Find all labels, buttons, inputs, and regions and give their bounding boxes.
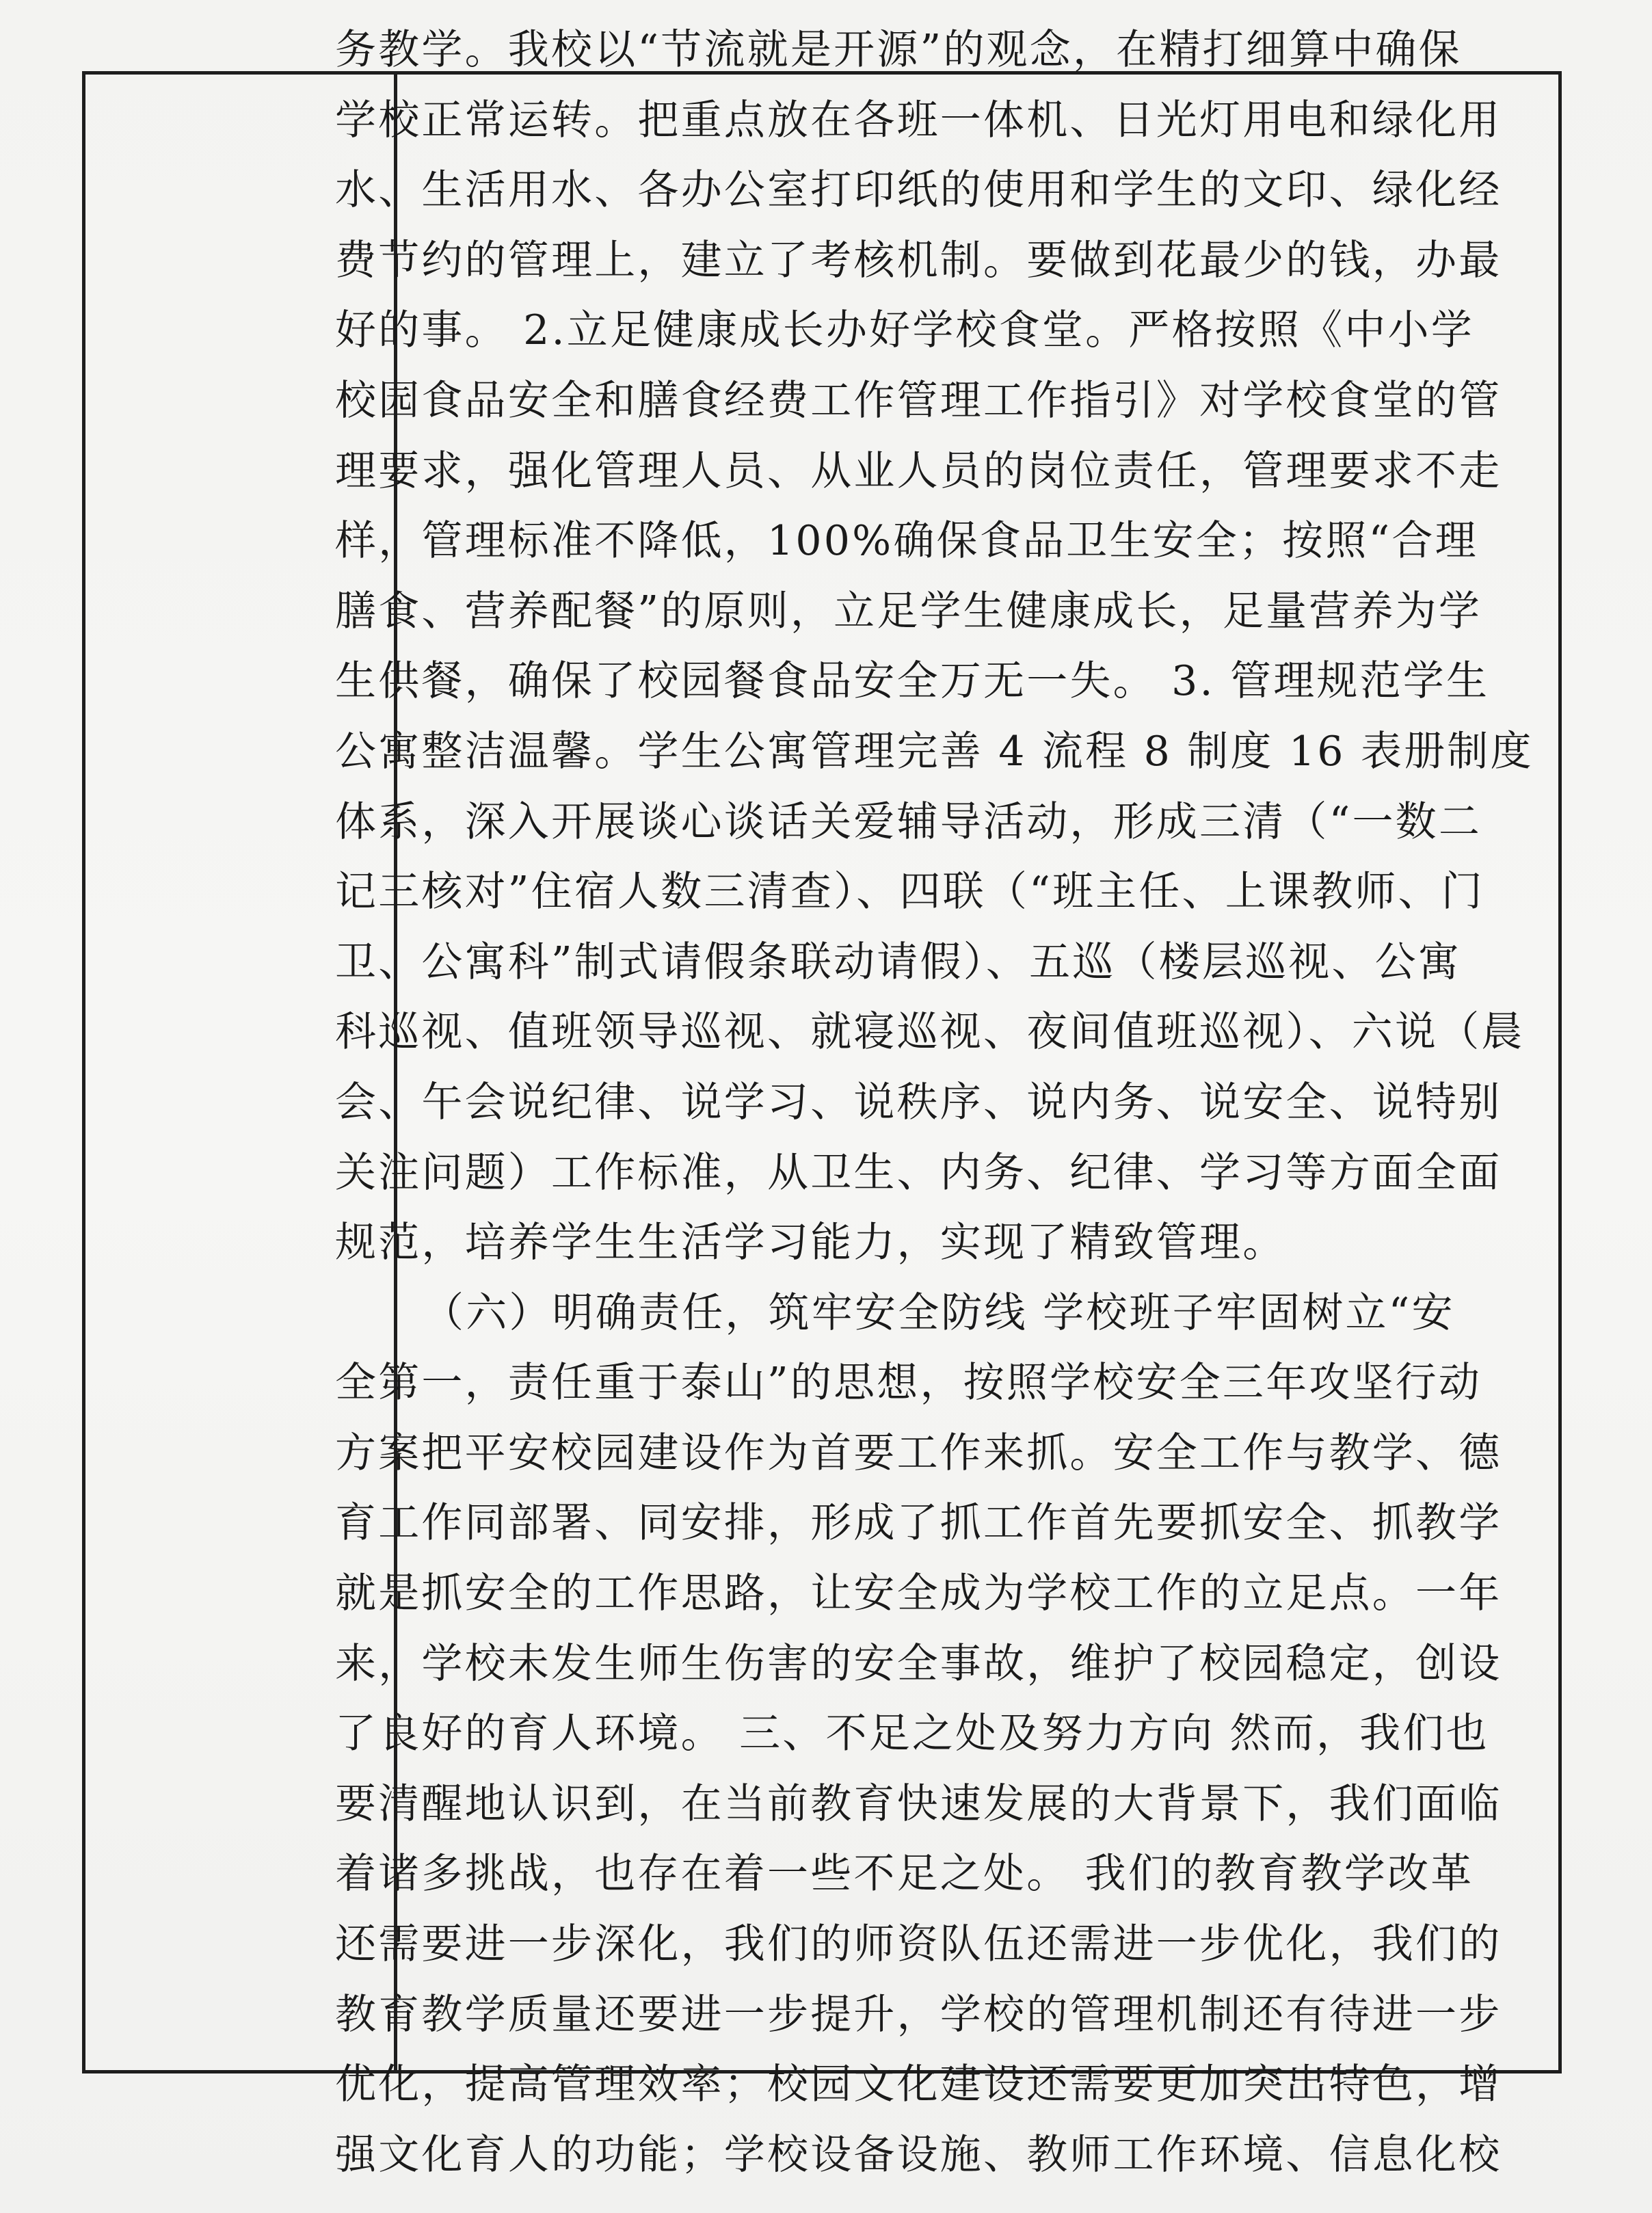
text-line: 教育教学质量还要进一步提升，学校的管理机制还有待进一步	[335, 1990, 1502, 2039]
text-line: 样，管理标准不降低，100%确保食品卫生安全；按照“合理	[335, 517, 1478, 566]
text-line: 会、午会说纪律、说学习、说秩序、说内务、说安全、说特别	[335, 1078, 1502, 1126]
text-line: 学校正常运转。把重点放在各班一体机、日光灯用电和绿化用	[335, 96, 1502, 144]
text-line: 要清醒地认识到，在当前教育快速发展的大背景下，我们面临	[335, 1779, 1502, 1828]
text-line: 育工作同部署、同安排，形成了抓工作首先要抓安全、抓教学	[335, 1499, 1502, 1548]
text-line: 方案把平安校园建设作为首要工作来抓。安全工作与教学、德	[335, 1429, 1502, 1477]
text-line: 务教学。我校以“节流就是开源”的观念，在精打细算中确保	[335, 26, 1462, 74]
text-line: 还需要进一步深化，我们的师资队伍还需进一步优化，我们的	[335, 1920, 1502, 1969]
text-line: 优化，提高管理效率；校园文化建设还需要更加突出特色，增	[335, 2060, 1502, 2109]
text-line: 水、生活用水、各办公室打印纸的使用和学生的文印、绿化经	[335, 166, 1502, 215]
text-line: 着诸多挑战，也存在着一些不足之处。 我们的教育教学改革	[335, 1850, 1474, 1898]
text-line: 规范，培养学生生活学习能力，实现了精致管理。	[335, 1219, 1286, 1267]
text-line: 好的事。 2.立足健康成长办好学校食堂。严格按照《中小学	[335, 306, 1474, 355]
text-line: 费节约的管理上，建立了考核机制。要做到花最少的钱，办最	[335, 236, 1502, 284]
text-line: 关注问题）工作标准，从卫生、内务、纪律、学习等方面全面	[335, 1148, 1502, 1197]
text-line: 全第一，责任重于泰山”的思想，按照学校安全三年攻坚行动	[335, 1359, 1482, 1407]
text-line: 校园食品安全和膳食经费工作管理工作指引》对学校食堂的管	[335, 376, 1502, 425]
text-line: 公寓整洁温馨。学生公寓管理完善 4 流程 8 制度 16 表册制度	[335, 727, 1534, 776]
text-line: 膳食、营养配餐”的原则，立足学生健康成长，足量营养为学	[335, 587, 1482, 635]
section-heading-line: （六）明确责任，筑牢安全防线 学校班子牢固树立“安	[423, 1288, 1455, 1337]
text-line: 来，学校未发生师生伤害的安全事故，维护了校园稳定，创设	[335, 1639, 1502, 1688]
text-line: 体系，深入开展谈心谈话关爱辅导活动，形成三清（“一数二	[335, 797, 1482, 846]
text-line: 生供餐，确保了校园餐食品安全万无一失。 3. 管理规范学生	[335, 657, 1490, 706]
text-line: 就是抓安全的工作思路，让安全成为学校工作的立足点。一年	[335, 1569, 1502, 1618]
text-line: 理要求，强化管理人员、从业人员的岗位责任，管理要求不走	[335, 447, 1502, 495]
body-text	[335, 15, 1534, 2190]
text-line: 科巡视、值班领导巡视、就寝巡视、夜间值班巡视）、六说（晨	[335, 1008, 1525, 1057]
text-line: 卫、公寓科”制式请假条联动请假）、五巡（楼层巡视、公寓	[335, 938, 1462, 986]
text-line: 记三核对”住宿人数三清查）、四联（“班主任、上课教师、门	[335, 868, 1484, 916]
text-line: 了良好的育人环境。 三、不足之处及努力方向 然而，我们也	[335, 1710, 1489, 1758]
text-line: 强文化育人的功能；学校设备设施、教师工作环境、信息化校	[335, 2130, 1502, 2179]
